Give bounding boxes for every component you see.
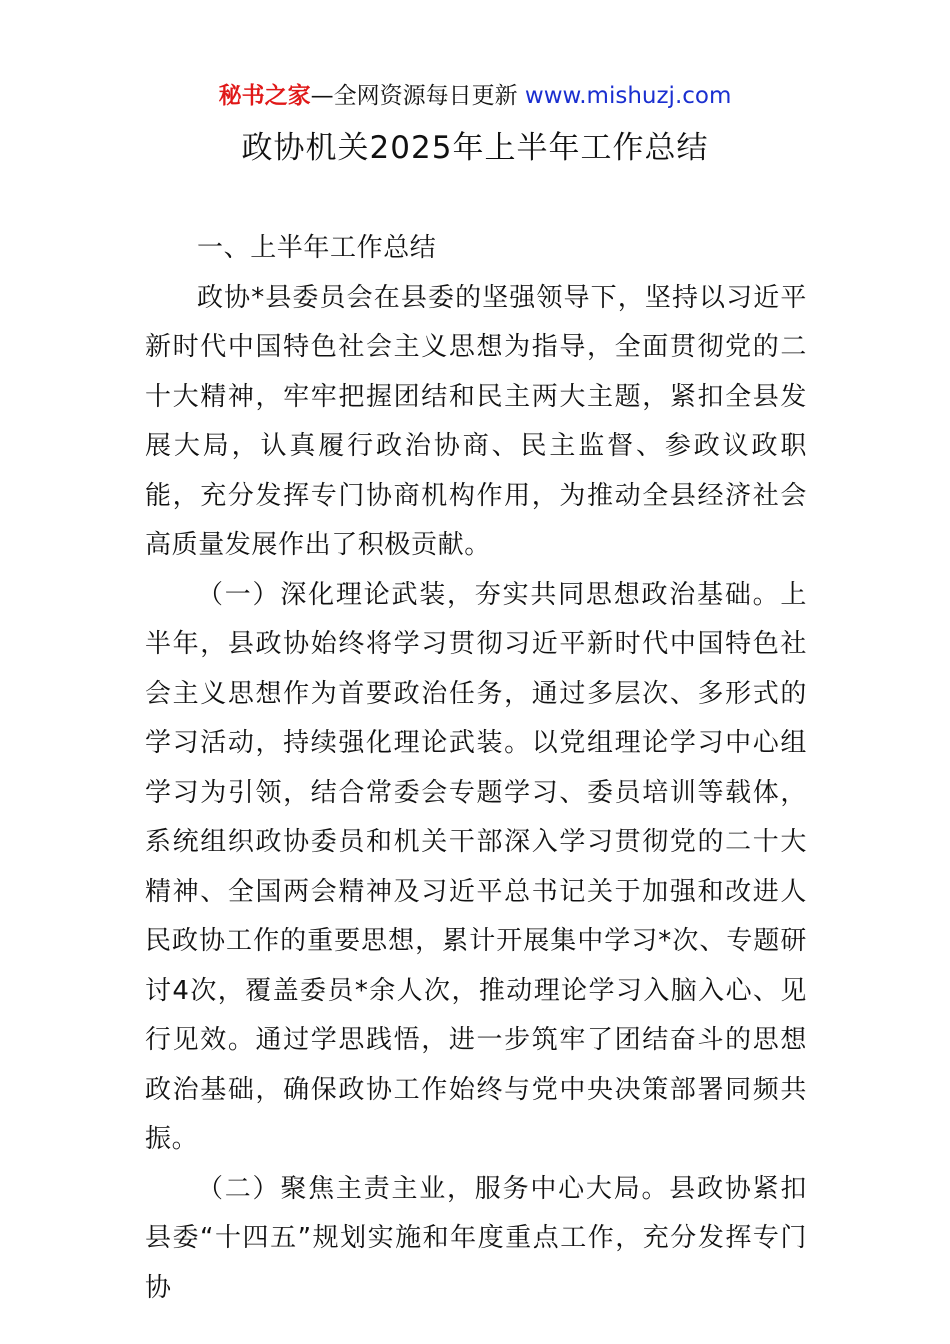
body-paragraph: （二）聚焦主责主业，服务中心大局。县政协紧扣县委“十四五”规划实施和年度重点工作，充分发挥专门协 <box>145 1173 807 1303</box>
brand-name: 秘书之家 <box>218 83 311 109</box>
section-heading: 一、上半年工作总结 <box>197 233 437 263</box>
site-url-link[interactable]: www.mishuzj.com <box>524 83 732 109</box>
header-tagline: —全网资源每日更新 <box>310 83 525 109</box>
body-paragraph: （一）深化理论武装，夯实共同思想政治基础。上半年，县政协始终将学习贯彻习近平新时代中国特色社会主义思想作为首要政治任务，通过多层次、多形式的学习活动，持续强化理论武装。以党组理论学习中心组学习为引领，结合常委会专题学习、委员培训等载体，系统组织政协委员和机关干部深入学习贯彻党的二十大精神、全国两会精神及习近平总书记关于加强和改进人民政协工作的重要思想，累计开展集中学习*次、专题研讨4次，覆盖委员*余人次，推动理论学习入脑入心、见行见效。通过学思践悟，进一步筑牢了团结奋斗的思想政治基础，确保政协工作始终与党中央决策部署同频共振。 <box>145 579 807 1154</box>
body-paragraph: 政协*县委员会在县委的坚强领导下，坚持以习近平新时代中国特色社会主义思想为指导，全面贯彻党的二十大精神，牢牢把握团结和民主两大主题，紧扣全县发展大局，认真履行政治协商、民主监督、参政议政职能，充分发挥专门协商机构作用，为推动全县经济社会高质量发展作出了积极贡献。 <box>145 282 807 560</box>
document-title: 政协机关2025年上半年工作总结 <box>241 130 709 166</box>
document-body <box>145 224 807 1313</box>
site-header <box>0 80 950 112</box>
